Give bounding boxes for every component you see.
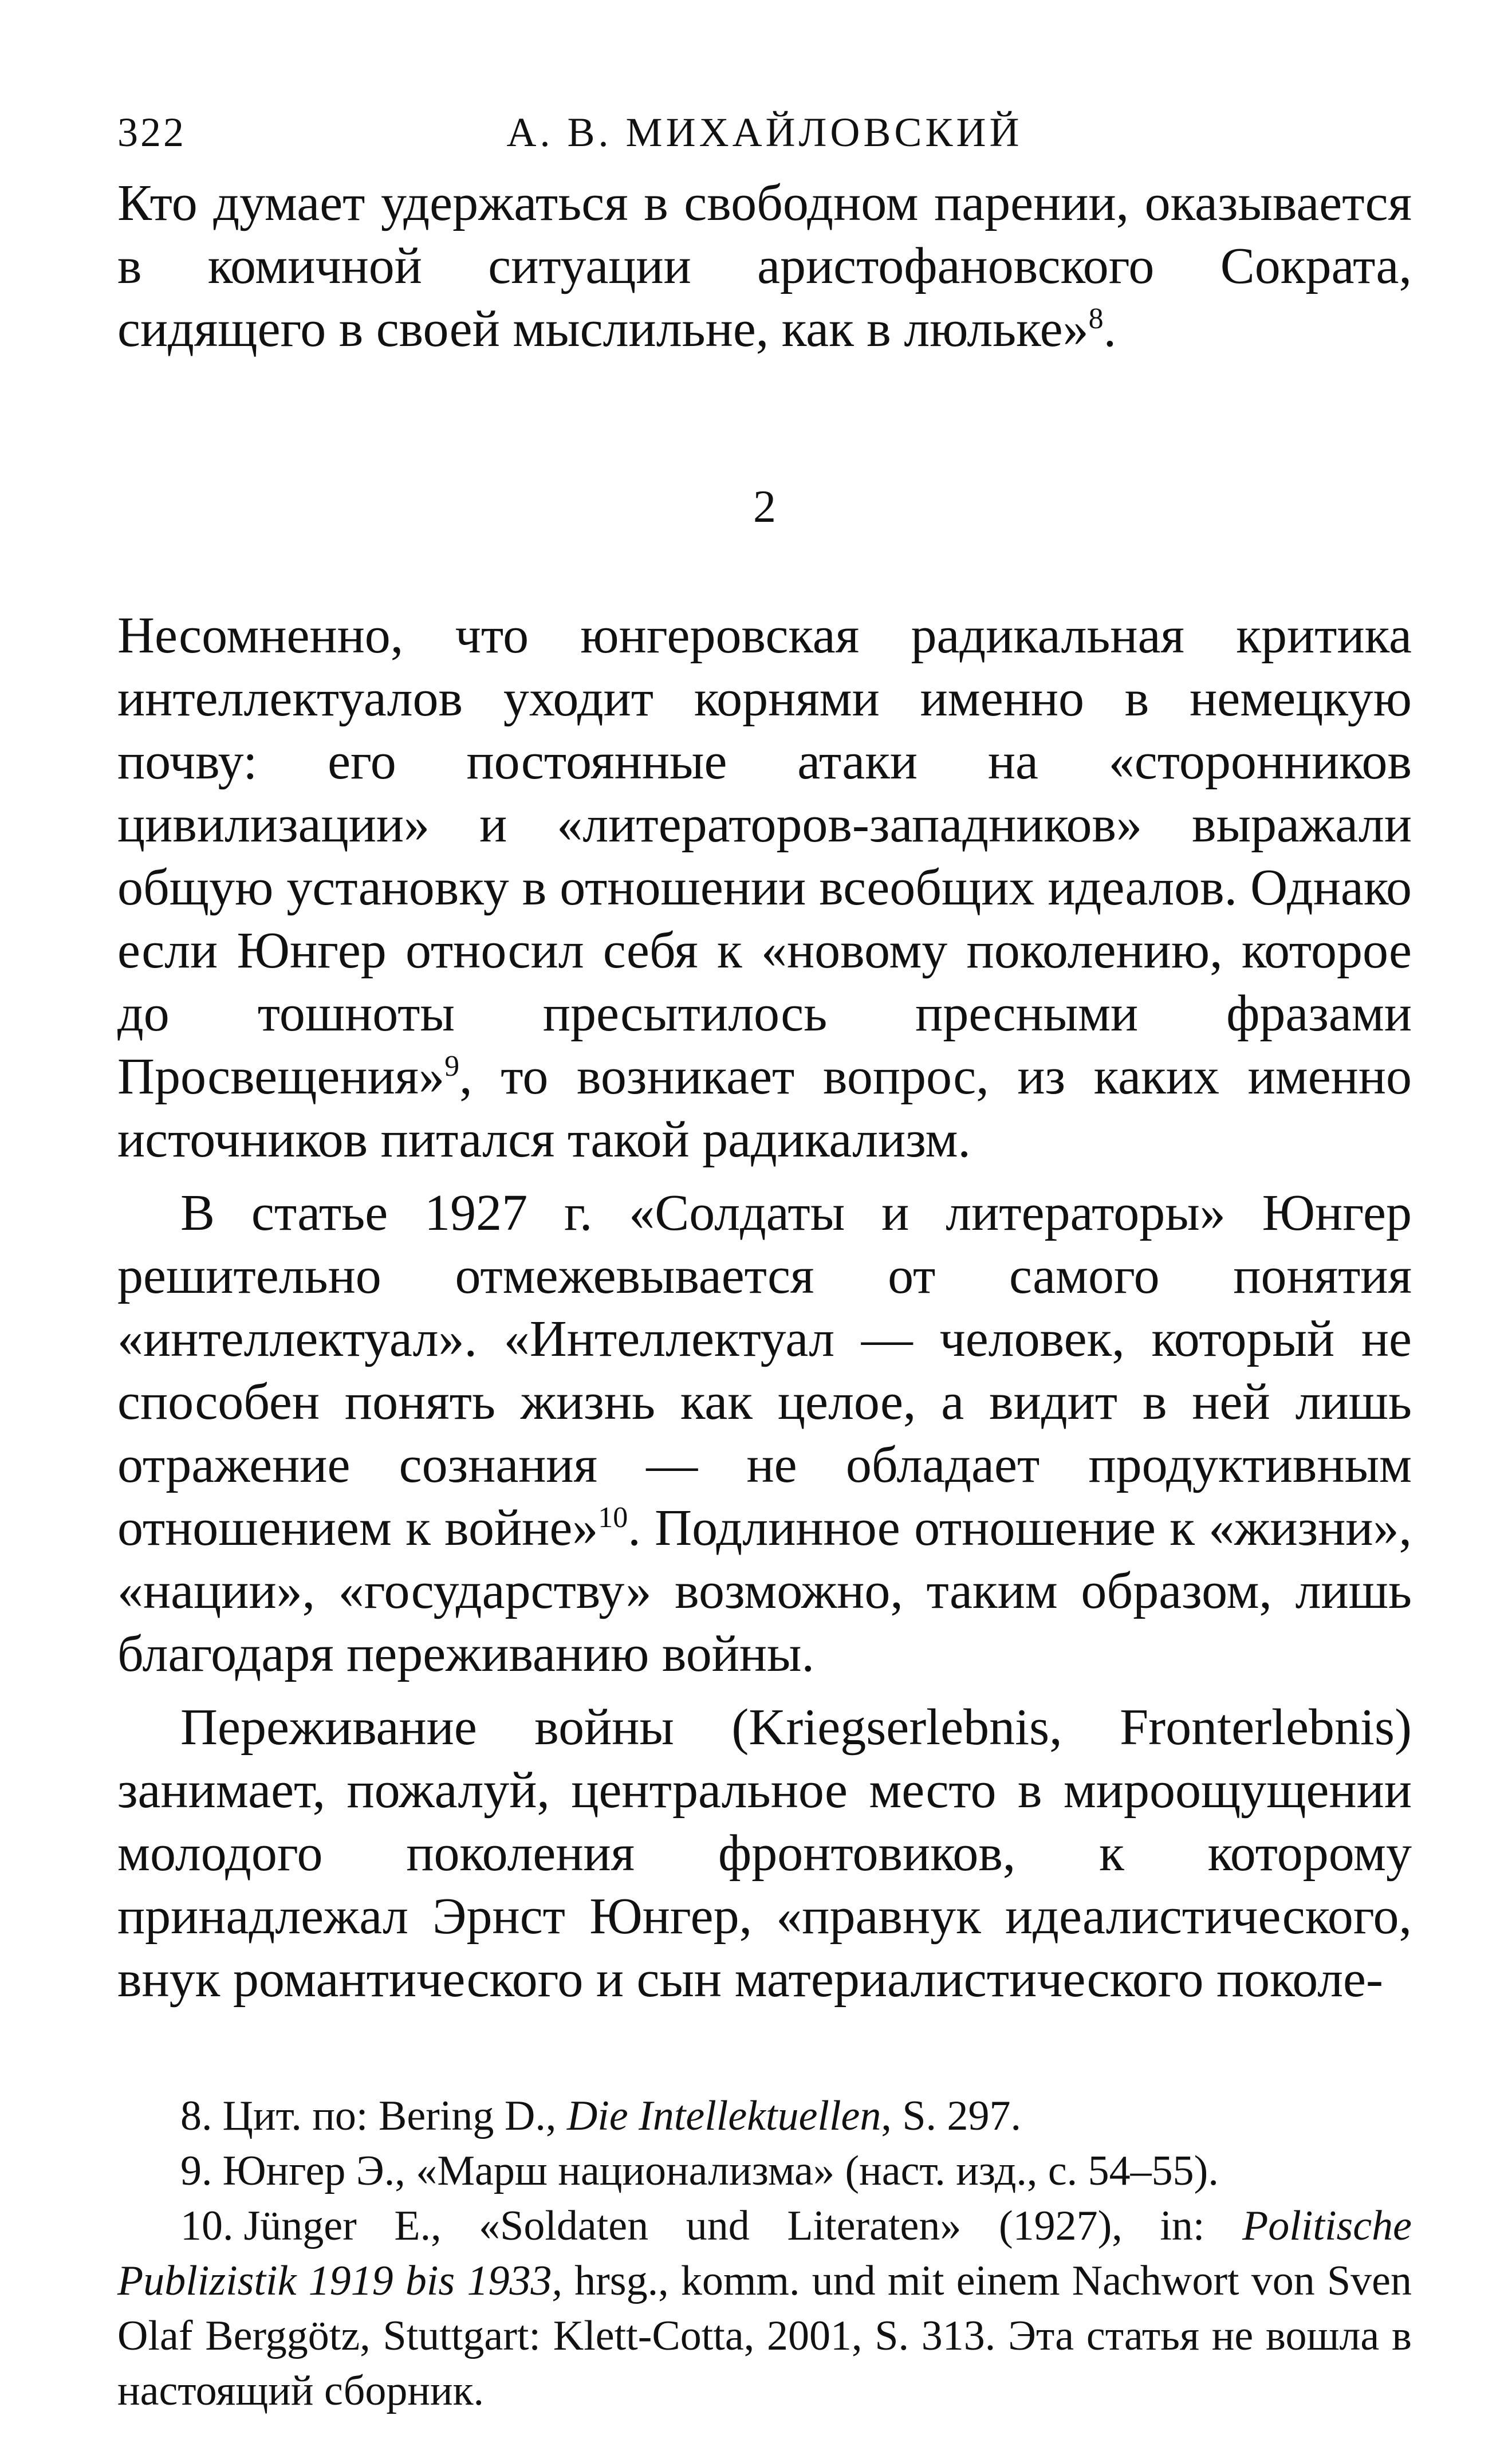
paragraph-2-part-2: . Подлинное отношение к «жизни», «нации», «государству» возможно, таким образом, лишь благодаря переживанию войны. (117, 1500, 1412, 1682)
footnote-number: 8. (180, 2092, 212, 2139)
note-ref-9[interactable]: 9 (444, 1050, 460, 1083)
footnote-number: 10. (180, 2202, 234, 2249)
footnote-9 (117, 2143, 1412, 2198)
running-head (117, 97, 1412, 172)
footnote-italic-title: Politische Publizistik 1919 bis 1933, (117, 2202, 1412, 2304)
paragraph-2-part-1: В статье 1927 г. «Солдаты и литераторы» Юнгер решительно отмежевывается от самого понятия «интеллектуал». «Интеллектуал — человек, который не способен понять жизнь как целое, а видит в ней лишь отражение сознания — не обладает продуктивным отношением к войне» (117, 1185, 1412, 1556)
footnote-10 (117, 2198, 1412, 2418)
footnote-number: 9. (180, 2147, 212, 2194)
section-number: 2 (753, 482, 776, 532)
opening-paragraph (117, 172, 1412, 361)
footnote-text: Юнгер Э., «Марш национализма» (наст. изд., с. 54–55). (222, 2147, 1219, 2194)
running-title: А. В. МИХАЙЛОВСКИЙ (506, 109, 1023, 155)
page-number: 322 (117, 109, 186, 155)
footnote-text-tail: , S. 297. (881, 2092, 1022, 2139)
note-ref-8[interactable]: 8 (1088, 302, 1104, 335)
footnote-text: Jünger E., «Soldaten und Literaten» (1927), in: (243, 2202, 1243, 2249)
footnote-text: Цит. по: Bering D., (222, 2092, 567, 2139)
footnote-italic-title: Die Intellektuellen (566, 2092, 881, 2139)
footnote-8 (117, 2088, 1412, 2143)
footnote-text-tail: hrsg., komm. und mit einem Nachwort von Sven Olaf Berggötz, Stuttgart: Klett-Cotta, 2001, S. 313. Эта статья не вошла в настоящий сборник. (117, 2257, 1412, 2414)
book-page (117, 97, 1412, 2418)
footnotes (117, 2088, 1412, 2418)
paragraph-2 (117, 1182, 1412, 1686)
paragraph-3: Переживание войны (Kriegserlebnis, Fronterlebnis) занимает, пожалуй, центральное место в мироощущении молодого поколения фронтовиков, к которому принадлежал Эрнст Юнгер, «правнук идеалистического, внук романтического и сын материалистического поколе- (117, 1699, 1412, 2008)
paragraph-1 (117, 604, 1412, 1171)
note-ref-10[interactable]: 10 (598, 1501, 628, 1534)
paragraph-1-part-2: , то возникает вопрос, из каких именно источников питался такой радикализм. (117, 1048, 1412, 1168)
paragraph-1-part-1: Несомненно, что юнгеровская радикальная критика интеллектуалов уходит корнями именно в немецкую почву: его постоянные атаки на «сторонников цивилизации» и «литераторов-западников» выражали общую установку в отношении всеобщих идеалов. Однако если Юнгер относил себя к «новому поколению, которое до тошноты пресытилось пресными фразами Просвещения» (117, 607, 1412, 1105)
opening-paragraph-text: Кто думает удержаться в свободном парении, оказывается в комичной ситуации аристофановского Сократа, сидящего в своей мыслильне, как в люльке» (117, 175, 1412, 357)
opening-paragraph-tail: . (1103, 301, 1117, 357)
